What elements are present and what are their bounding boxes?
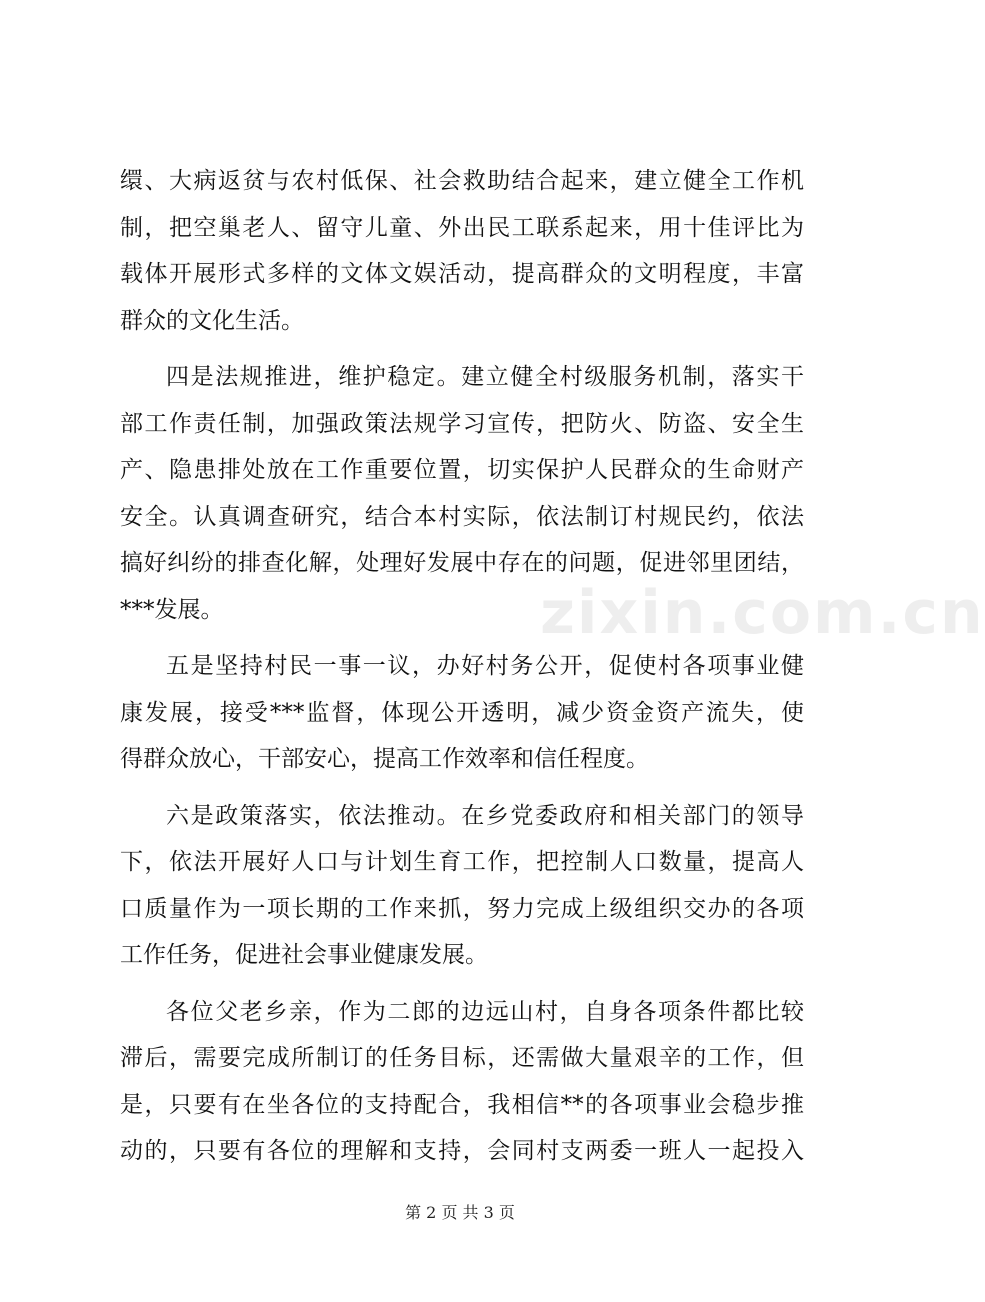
document-body [120,158,804,1175]
text-line: 口质量作为一项长期的工作来抓，努力完成上级组织交办的各项 [120,895,804,922]
text-line: 安全。认真调查研究，结合本村实际，依法制订村规民约，依法 [120,503,804,530]
site-watermark: zixin.com.cn [540,578,985,648]
page-number-footer: 第 2 页 共 3 页 [405,1203,515,1222]
text-line: 缳、大病返贫与农村低保、社会救助结合起来，建立健全工作机 [120,168,804,194]
text-line: 产、隐患排处放在工作重要位置，切实保护人民群众的生命财产 [120,457,804,483]
text-line: 搞好纠纷的排查化解，处理好发展中存在的问题，促进邻里团结， [120,550,804,576]
paragraph-5 [120,989,804,1175]
text-line: 滞后，需要完成所制订的任务目标，还需做大量艰辛的工作，但 [120,1045,804,1071]
text-line: 制，把空巢老人、留守儿童、外出民工联系起来，用十佳评比为 [120,214,804,241]
text-line: ***发展。 [120,596,224,623]
paragraph-4 [120,793,804,979]
text-line: 下，依法开展好人口与计划生育工作，把控制人口数量，提高人 [120,849,804,875]
text-line: 载体开展形式多样的文体文娱活动，提高群众的文明程度，丰富 [120,261,804,287]
text-line: 工作任务，促进社会事业健康发展。 [120,942,488,968]
paragraph-1 [120,158,804,344]
text-line: 各位父老乡亲，作为二郎的边远山村，自身各项条件都比较 [166,998,804,1025]
text-line: 六是政策落实，依法推动。在乡党委政府和相关部门的领导 [166,802,804,829]
text-line: 五是坚持村民一事一议，办好村务公开，促使村各项事业健 [166,653,804,679]
text-line: 得群众放心，干部安心，提高工作效率和信任程度。 [120,746,649,772]
text-line: 动的，只要有各位的理解和支持，会同村支两委一班人一起投入 [120,1138,804,1164]
text-line: 部工作责任制，加强政策法规学习宣传，把防火、防盗、安全生 [120,410,804,437]
text-line: 是，只要有在坐各位的支持配合，我相信**的各项事业会稳步推 [120,1091,804,1118]
paragraph-3 [120,643,804,783]
text-line: 康发展，接受***监督，体现公开透明，减少资金资产流失，使 [120,699,804,726]
text-line: 群众的文化生活。 [120,307,304,334]
paragraph-2 [120,354,804,633]
text-line: 四是法规推进，维护稳定。建立健全村级服务机制，落实干 [166,364,804,390]
